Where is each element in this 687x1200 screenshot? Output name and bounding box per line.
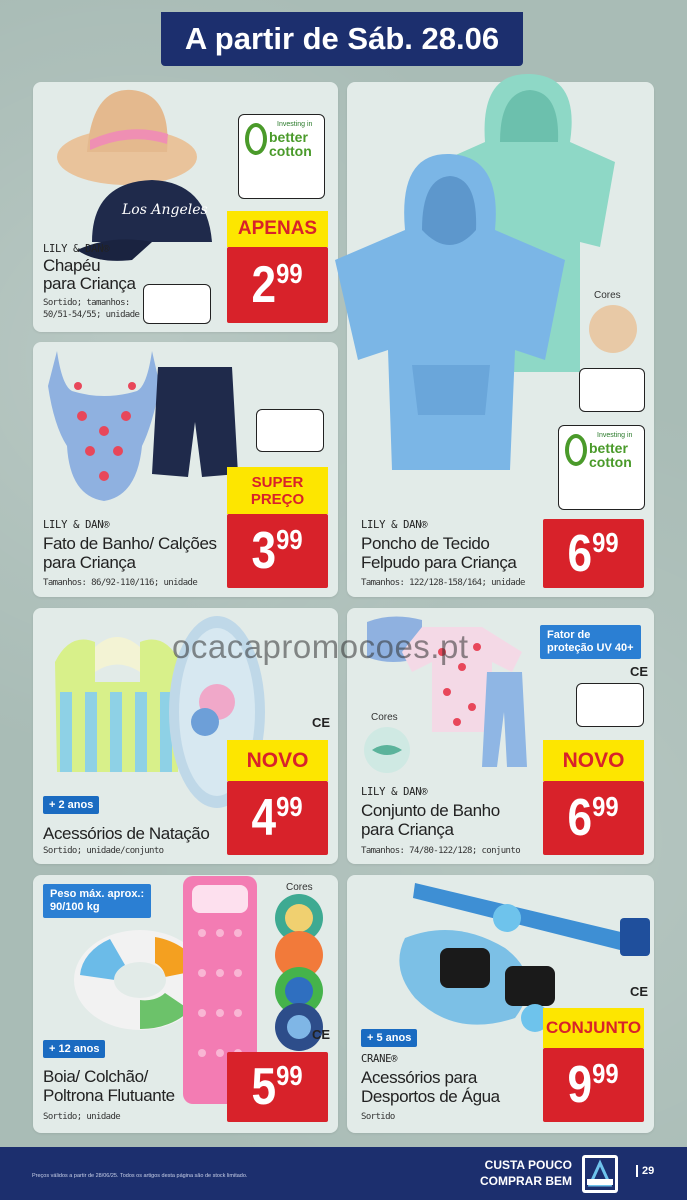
set-ce-mark: CE: [630, 664, 649, 679]
oeko-tex-label: [143, 284, 211, 324]
sport-price: 9 99: [543, 1048, 644, 1122]
float-weight-info-box: Peso máx. aprox.: 90/100 kg: [43, 884, 151, 918]
watermark-text: ocacapromocoes.pt: [172, 628, 469, 665]
swim-brand: LILY & DAN®: [43, 519, 110, 531]
oeko-tex-label: [256, 409, 324, 452]
swim-name-line1: Fato de Banho/ Calções: [43, 534, 217, 553]
swim-super-preco-tag: SUPER PREÇO: [227, 467, 328, 514]
set-cores-label: Cores: [371, 712, 398, 723]
vest-novo-tag: NOVO: [227, 740, 328, 781]
hat-name-line1: Chapéu: [43, 256, 101, 275]
oeko-tex-label: [576, 683, 644, 727]
sport-brand: CRANE®: [361, 1053, 398, 1065]
vest-ce-mark: CE: [312, 715, 331, 730]
footer-slogan: CUSTA POUCO COMPRAR BEM: [480, 1158, 572, 1188]
float-cores-label: Cores: [286, 882, 313, 893]
swimsuit-image: [42, 346, 167, 506]
hat-brand: LILY & DAN®: [43, 243, 110, 255]
poncho-desc: Tamanhos: 122/128-158/164; unidade: [361, 578, 525, 588]
vest-price: 4 99: [227, 781, 328, 855]
oeko-tex-label: [579, 368, 645, 412]
set-brand: LILY & DAN®: [361, 786, 428, 798]
float-age-badge: + 12 anos: [43, 1040, 105, 1058]
swim-price: 3 99: [227, 514, 328, 588]
sport-conjunto-tag: CONJUNTO: [543, 1008, 644, 1048]
swim-name-line2: para Criança: [43, 553, 136, 572]
poncho-brand: LILY & DAN®: [361, 519, 428, 531]
set-uv-info-box: Fator de proteção UV 40+: [540, 625, 641, 659]
aldi-logo[interactable]: [582, 1155, 618, 1193]
hat-apenas-tag: APENAS: [227, 211, 328, 247]
bci-logo-text1: Investing in: [277, 121, 313, 128]
svg-text:Los Angeles: Los Angeles: [122, 202, 208, 218]
set-price: 6 99: [543, 781, 644, 855]
set-novo-tag: NOVO: [543, 740, 644, 781]
poncho-price: 6 99: [543, 519, 644, 588]
footer: [0, 1147, 687, 1200]
hat-desc-line2: 50/51-54/55; unidade: [43, 310, 140, 320]
float-name-line1: Boia/ Colchão/: [43, 1067, 148, 1086]
bci-label: [238, 114, 325, 199]
vest-age-badge: + 2 anos: [43, 796, 99, 814]
sport-age-badge: + 5 anos: [361, 1029, 417, 1047]
set-name-line1: Conjunto de Banho: [361, 801, 500, 820]
float-price: 5 99: [227, 1052, 328, 1122]
page-number: 29: [636, 1165, 654, 1177]
bci-logo-text3: cotton: [269, 143, 312, 159]
vest-desc: Sortido; unidade/conjunto: [43, 846, 164, 856]
poncho-cores-label: Cores: [594, 290, 621, 301]
vest-name: Acessórios de Natação: [43, 824, 210, 843]
sport-desc: Sortido: [361, 1112, 395, 1122]
sport-ce-mark: CE: [630, 984, 649, 999]
sport-name-line2: Desportos de Água: [361, 1087, 500, 1106]
bci-logo-text1: Investing in: [597, 432, 633, 439]
float-desc: Sortido; unidade: [43, 1112, 121, 1122]
hat-price: 2 99: [227, 247, 328, 323]
bci-label: [558, 425, 645, 510]
bci-logo-text2: better: [269, 129, 308, 145]
sport-name-line1: Acessórios para: [361, 1068, 477, 1087]
bci-logo-text2: better: [589, 440, 628, 456]
page-header: [161, 12, 523, 66]
set-name-line2: para Criança: [361, 820, 454, 839]
float-ce-mark: CE: [312, 1027, 331, 1042]
poncho-blue-image: [330, 150, 575, 480]
footer-legal-text: Preços válidos a partir de 28/06/25. Todos os artigos desta página são de stock limitado.: [32, 1173, 248, 1179]
set-desc: Tamanhos: 74/80-122/128; conjunto: [361, 846, 521, 856]
swim-desc: Tamanhos: 86/92-110/116; unidade: [43, 578, 198, 588]
set-color-swatch[interactable]: [360, 725, 414, 775]
bci-logo-text3: cotton: [589, 454, 632, 470]
float-name-line2: Poltrona Flutuante: [43, 1086, 175, 1105]
hat-desc-line1: Sortido; tamanhos:: [43, 298, 130, 308]
poncho-name-line2: Felpudo para Criança: [361, 553, 517, 572]
hat-name-line2: para Criança: [43, 274, 136, 293]
poncho-color-swatch[interactable]: [587, 303, 639, 355]
shorts-image: [150, 362, 240, 480]
header-title: A partir de Sáb. 28.06: [184, 21, 500, 56]
poncho-name-line1: Poncho de Tecido: [361, 534, 490, 553]
